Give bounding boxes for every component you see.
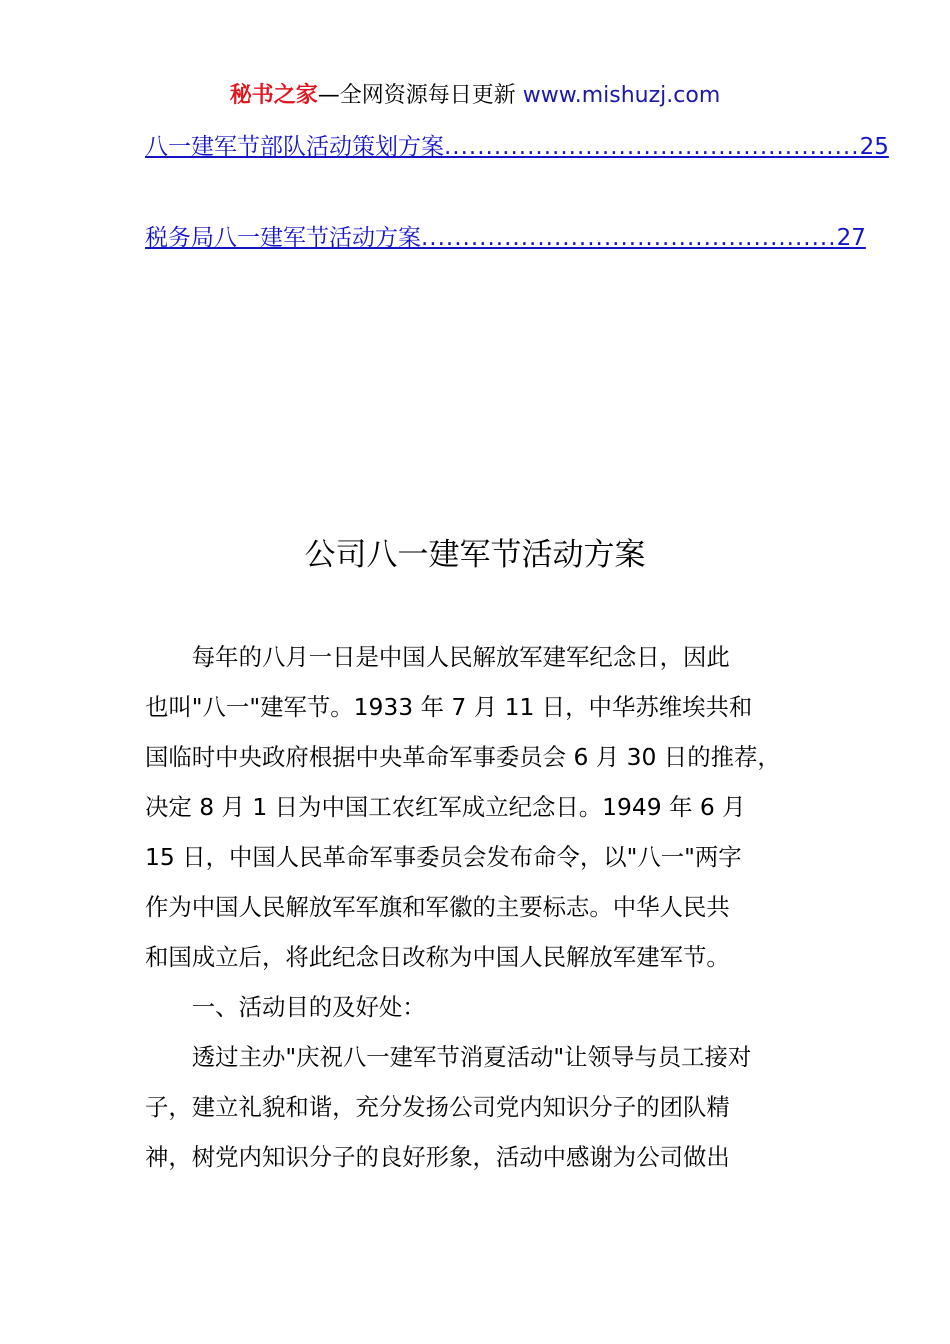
body-line: 子，建立礼貌和谐，充分发扬公司党内知识分子的团队精: [145, 1093, 730, 1121]
body-line: 透过主办"庆祝八一建军节消夏活动"让领导与员工接对: [191, 1043, 752, 1071]
toc-link[interactable]: [145, 222, 866, 254]
body-line: 也叫"八一"建军节。1933 年 7 月 11 日，中华苏维埃共和: [145, 693, 753, 721]
toc-title: 税务局八一建军节活动方案: [145, 225, 421, 251]
header-tagline: —全网资源每日更新: [317, 83, 516, 108]
toc-leader-dots: ..................................................: [444, 134, 860, 160]
document-body: [145, 632, 810, 1182]
body-line: 每年的八月一日是中国人民解放军建军纪念日，因此: [191, 643, 730, 671]
body-line: 和国成立后，将此纪念日改称为中国人民解放军建军节。: [145, 943, 730, 971]
body-line: 15 日，中国人民革命军事委员会发布命令，以"八一"两字: [145, 843, 742, 871]
brand-name: 秘书之家: [229, 83, 318, 108]
document-title: 公司八一建军节活动方案: [304, 537, 646, 573]
site-url: www.mishuzj.com: [515, 83, 721, 108]
toc-page-number: 25: [859, 134, 889, 160]
body-line: 作为中国人民解放军军旗和军徽的主要标志。中华人民共: [145, 893, 730, 921]
page-header: [0, 80, 950, 112]
toc-link[interactable]: [145, 131, 889, 163]
section-heading: 一、活动目的及好处：: [191, 993, 426, 1021]
toc-leader-dots: ..................................................: [421, 225, 837, 251]
toc-page-number: 27: [836, 225, 866, 251]
body-line: 神，树党内知识分子的良好形象，活动中感谢为公司做出: [145, 1143, 730, 1171]
body-line: 决定 8 月 1 日为中国工农红军成立纪念日。1949 年 6 月: [145, 793, 746, 821]
body-line: 国临时中央政府根据中央革命军事委员会 6 月 30 日的推荐，: [145, 743, 781, 771]
toc-title: 八一建军节部队活动策划方案: [145, 134, 444, 160]
